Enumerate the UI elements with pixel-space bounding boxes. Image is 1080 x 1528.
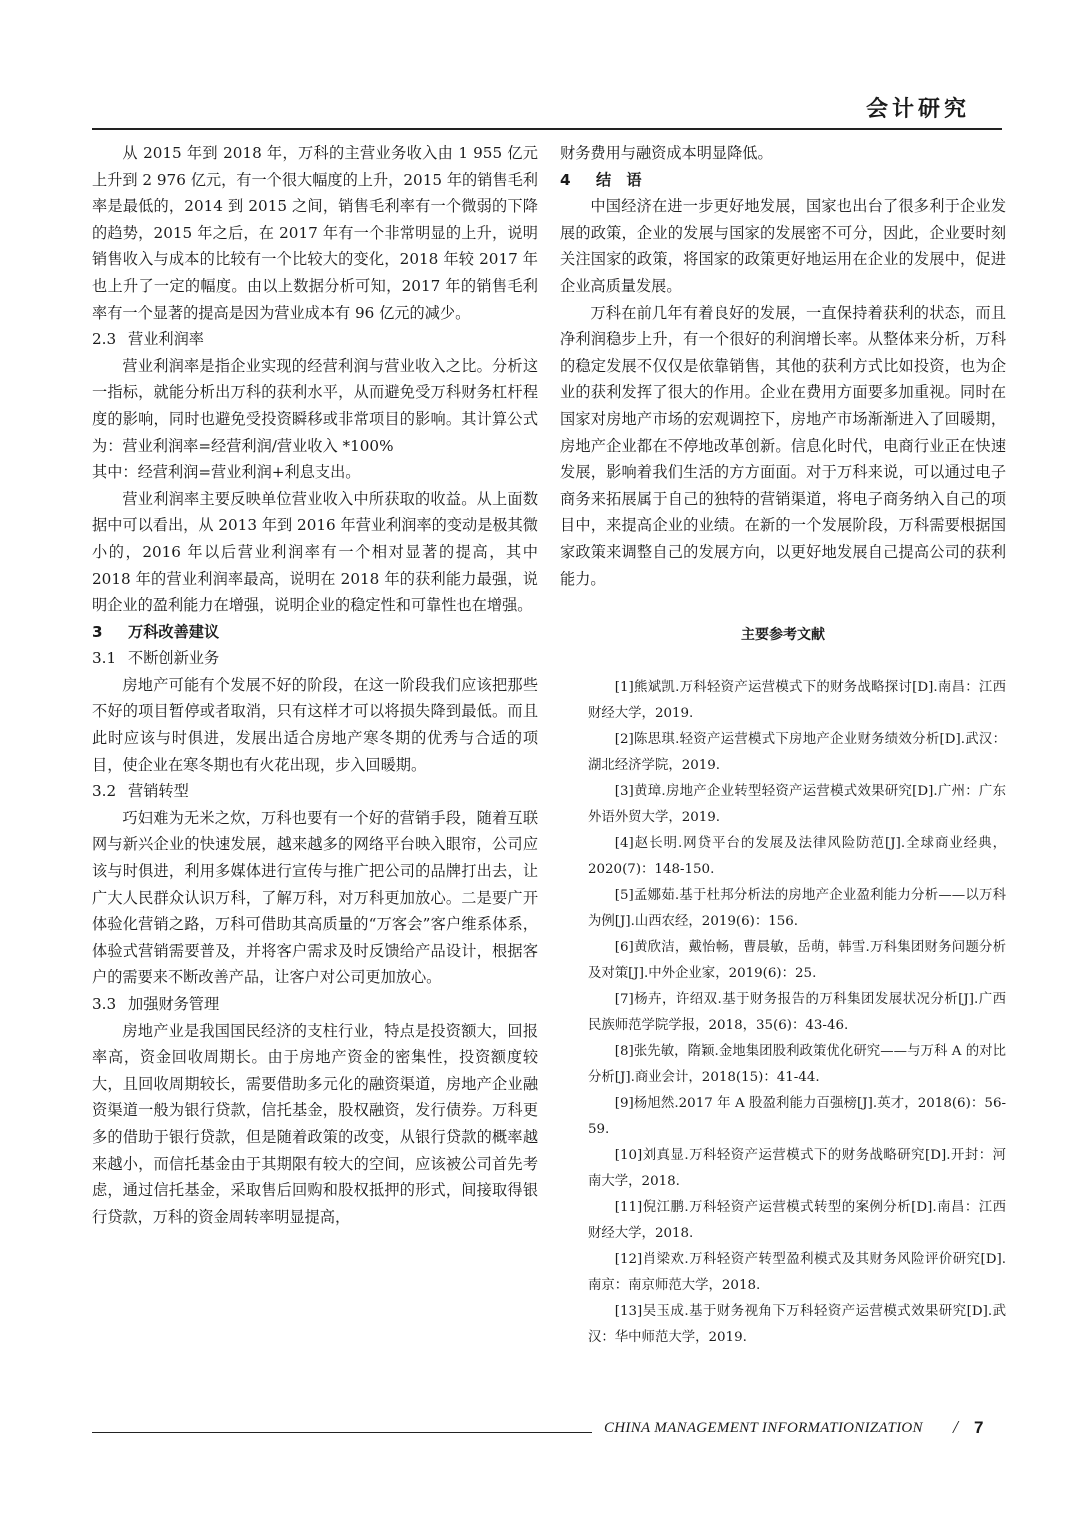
reference-item: [7]杨卉，许绍双.基于财务报告的万科集团发展状况分析[J].广西民族师范学院学报，2018，35(6)：43-46. [588,991,1006,1033]
right-column [560,140,1006,1351]
section-heading-4 [560,167,1006,194]
section-number: 3.3 [92,995,117,1013]
section-title: 万科改善建议 [128,622,220,641]
header-divider [92,128,1002,130]
section-number: 3 [92,622,103,641]
paragraph: 财务费用与融资成本明显降低。 [560,144,773,162]
journal-name: CHINA MANAGEMENT INFORMATIONIZATION [604,1420,923,1436]
reference-item: [6]黄欣洁，戴怡畅，曹晨敏，岳萌，韩雪.万科集团财务问题分析及对策[J].中外企业家，2019(6)：25. [588,939,1006,981]
section-number: 4 [560,170,571,189]
paragraph-formula: 其中：经营利润=营业利润+利息支出。 [92,463,361,482]
reference-item: [10]刘真显.万科轻资产运营模式下的财务战略研究[D].开封：河南大学，2018. [588,1147,1006,1189]
section-title: 营业利润率 [128,330,204,349]
section-title: 结 语 [596,170,642,189]
paragraph: 房地产可能有个发展不好的阶段，在这一阶段我们应该把那些不好的项目暂停或者取消，只有这样才可以将损失降到最低。而且此时应该与时俱进，发展出适合房地产寒冬期的优秀与合适的项目，使企业在寒冬期也有火花出现，步入回暖期。 [92,675,538,774]
section-heading-2-3 [92,326,538,353]
reference-item: [13]吴玉成.基于财务视角下万科轻资产运营模式效果研究[D].武汉：华中师范大学，2019. [588,1303,1006,1345]
paragraph: 巧妇难为无米之炊，万科也要有一个好的营销手段，随着互联网与新兴企业的快速发展，越来越多的网络平台映入眼帘，公司应该与时俱进，利用多媒体进行宣传与推广把公司的品牌打出去，让广大人民群众认识万科，了解万科，对万科更加放心。二是要广开体验化营销之路，万科可借助其高质量的“万客会”客户维系体系，体验式营销需要普及，并将客户需求及时反馈给产品设计，根据客户的需要来不断改善产品，让客户对公司更加放心。 [92,808,538,987]
reference-item: [8]张先敏，隋颖.金地集团股利政策优化研究——与万科 A 的对比分析[J].商业会计，2018(15)：41-44. [588,1043,1006,1085]
section-heading-3 [92,619,538,646]
reference-item: [5]孟娜茹.基于杜邦分析法的房地产企业盈利能力分析——以万科为例[J].山西农经，2019(6)：156. [588,887,1006,929]
section-heading-3-1 [92,645,538,672]
reference-item: [1]熊斌凯.万科轻资产运营模式下的财务战略探讨[D].南昌：江西财经大学，2019. [588,679,1006,721]
section-heading-3-2 [92,778,538,805]
journal-section-title: 会计研究 [865,97,970,122]
section-number: 2.3 [92,330,117,349]
paragraph: 中国经济在进一步更好地发展，国家也出台了很多利于企业发展的政策，企业的发展与国家的发展密不可分，因此，企业要时刻关注国家的政策，将国家的政策更好地运用在企业的发展中，促进企业高质量发展。 [560,197,1006,295]
reference-item: [9]杨旭然.2017 年 A 股盈利能力百强榜[J].英才，2018(6)：56-59. [588,1095,1006,1137]
footer-separator: / [953,1417,959,1437]
section-title: 营销转型 [128,782,189,801]
paragraph: 从 2015 年到 2018 年，万科的主营业务收入由 1 955 亿元上升到 2 976 亿元，有一个很大幅度的上升，2015 年的销售毛利率是最低的，2014 到 2015 之间，销售毛利率有一个微弱的下降的趋势，2015 年之后，在 2017 年有一个非常明显的上升，说明销售收入与成本的比较有一个比较大的变化，2018 年较 2017 年也上升了一定的幅度。由以上数据分析可知，2017 年的销售毛利率有一个显著的提高是因为营业成本有 96 亿元的减少。 [92,144,538,322]
reference-item: [4]赵长明.网贷平台的发展及法律风险防范[J].全球商业经典，2020(7)：148-150. [588,835,1006,877]
left-column [92,140,538,1230]
paragraph: 房地产业是我国国民经济的支柱行业，特点是投资额大，回报率高，资金回收周期长。由于房地产资金的密集性，投资额度较大，且回收周期较长，需要借助多元化的融资渠道，房地产企业融资渠道一般为银行贷款，信托基金，股权融资，发行债券。万科更多的借助于银行贷款，但是随着政策的改变，从银行贷款的概率越来越小，而信托基金由于其期限有较大的空间，应该被公司首先考虑，通过信托基金，采取售后回购和股权抵押的形式，间接取得银行贷款，万科的资金周转率明显提高， [92,1021,538,1226]
reference-item: [3]黄璋.房地产企业转型轻资产运营模式效果研究[D].广州：广东外语外贸大学，2019. [588,783,1006,825]
paragraph: 营业利润率是指企业实现的经营利润与营业收入之比。分析这一指标，就能分析出万科的获利水平，从而避免受万科财务杠杆程度的影响，同时也避免受投资瞬移或非常项目的影响。其计算公式为：营业利润率=经营利润/营业收入 *100% [92,356,538,455]
footer-divider [92,1432,592,1433]
paragraph: 营业利润率主要反映单位营业收入中所获取的收益。从上面数据中可以看出，从 2013 年到 2016 年营业利润率的变动是极其微小的，2016 年以后营业利润率有一个相对显著的提高，其中 2018 年的营业利润率最高，说明在 2018 年的获利能力最强，说明企业的盈利能力在增强，说明企业的稳定性和可靠性也在增强。 [92,489,538,615]
section-number: 3.2 [92,782,117,801]
section-heading-3-3 [92,991,538,1018]
paragraph: 万科在前几年有着良好的发展，一直保持着获利的状态，而且净利润稳步上升，有一个很好的利润增长率。从整体来分析，万科的稳定发展不仅仅是依靠销售，其他的获利方式比如投资，也为企业的获利发挥了很大的作用。企业在费用方面要多加重视。同时在国家对房地产市场的宏观调控下，房地产市场渐渐进入了回暖期，房地产企业都在不停地改革创新。信息化时代，电商行业正在快速发展，影响着我们生活的方方面面。对于万科来说，可以通过电子商务来拓展属于自己的独特的营销渠道，将电子商务纳入自己的项目中，来提高企业的业绩。在新的一个发展阶段，万科需要根据国家政策来调整自己的发展方向，以更好地发展自己提高公司的获利能力。 [560,303,1006,588]
page-number: 7 [974,1418,984,1437]
references-heading: 主要参考文献 [741,627,825,644]
references-list [560,675,1006,1351]
section-title: 不断创新业务 [128,649,220,668]
section-title: 加强财务管理 [128,995,220,1013]
section-number: 3.1 [92,649,117,668]
reference-item: [12]肖梁欢.万科轻资产转型盈利模式及其财务风险评价研究[D].南京：南京师范大学，2018. [588,1251,1006,1293]
reference-item: [2]陈思琪.轻资产运营模式下房地产企业财务绩效分析[D].武汉：湖北经济学院，2019. [588,731,1006,773]
reference-item: [11]倪江鹏.万科轻资产运营模式转型的案例分析[D].南昌：江西财经大学，2018. [588,1199,1006,1241]
